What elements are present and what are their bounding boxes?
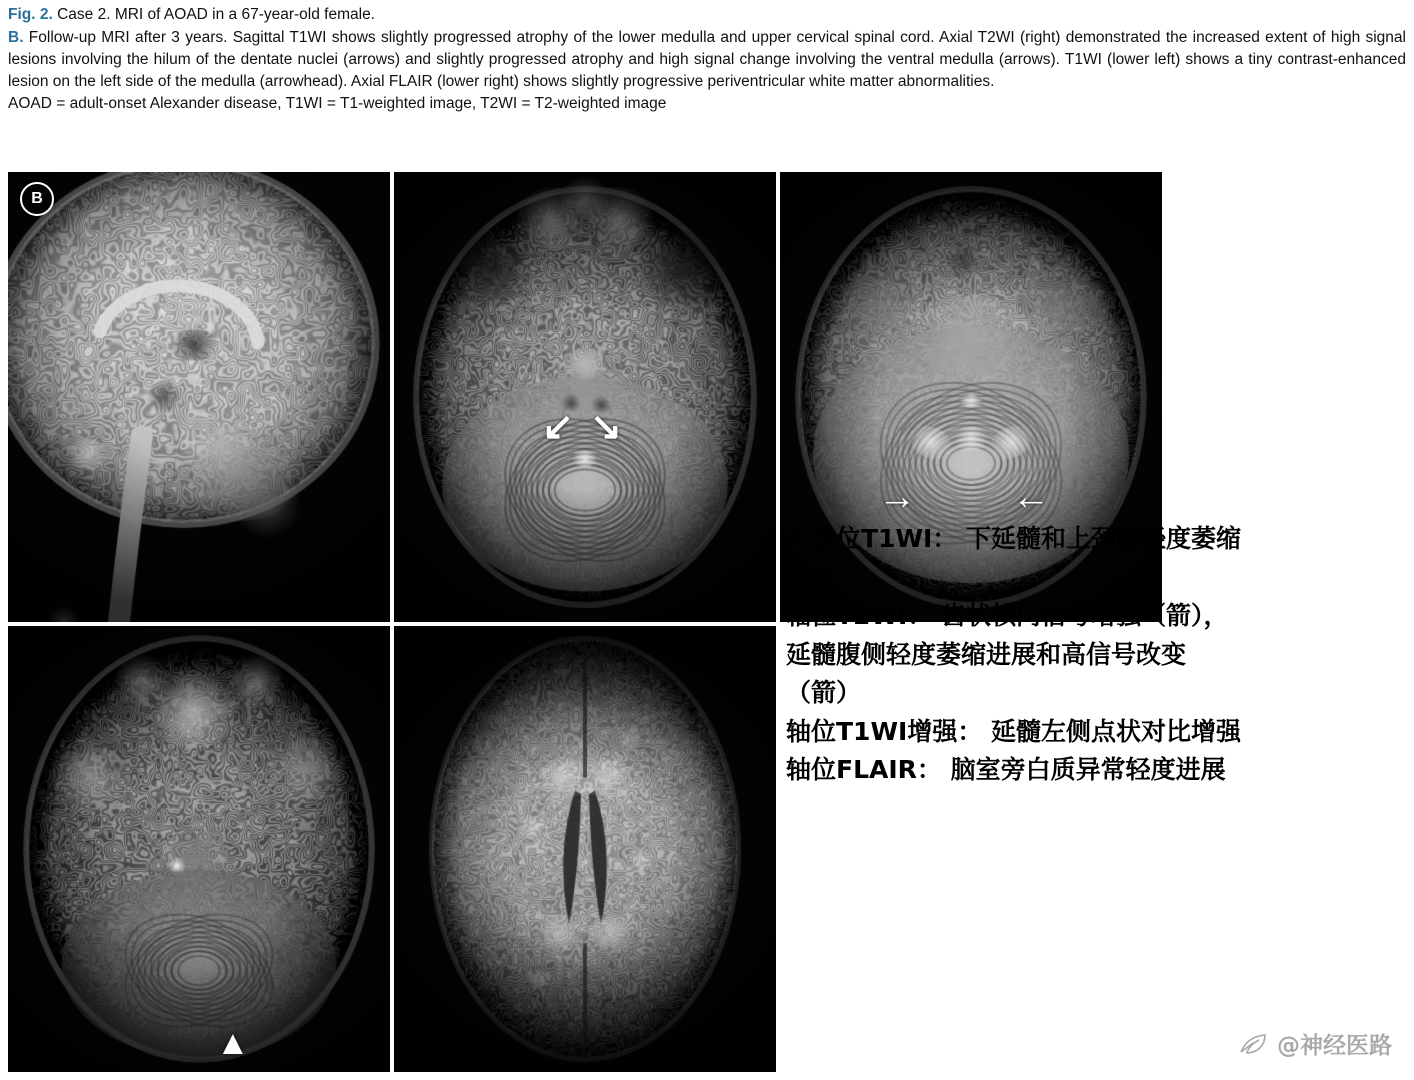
panel-axial-t2-upper	[394, 172, 776, 622]
mri-image-sagittal-t1	[8, 172, 390, 622]
annotation-line-6: 轴位FLAIR： 脑室旁白质异常轻度进展	[786, 755, 1226, 784]
watermark-text: @神经医路	[1277, 1033, 1392, 1059]
panel-axial-flair	[394, 626, 776, 1072]
caption-body-text: Follow-up MRI after 3 years. Sagittal T1WI shows slightly progressed atrophy of the lower medulla and upper cervical spinal cord. Axial T2WI (right) demonstrated the increased extent of high signal lesions involving the hilum of the dentate nuclei (arrows) and slightly progressed atrophy and high signal change involving the ventral medulla (arrows). T1WI (lower left) shows a tiny contrast-enhanced lesion on the left side of the medulla (arrowhead). Axial FLAIR (lower right) shows slightly progressive periventricular white matter abnormalities.	[8, 29, 1406, 90]
caption-body	[8, 27, 1406, 93]
annotation-line-3: 延髓腹侧轻度萎缩进展和高信号改变	[786, 639, 1187, 669]
annotation-line-2: 轴位T2WI： 齿状核门信号增强（箭），	[786, 601, 1229, 630]
figure-title: Case 2. MRI of AOAD in a 67-year-old female.	[52, 6, 375, 23]
annotation-line-1: 进展	[786, 562, 837, 592]
arrow-marker-dentate-hilum-left: →	[878, 476, 916, 518]
caption-title-line	[8, 4, 1406, 26]
caption-abbreviations: AOAD = adult-onset Alexander disease, T1WI = T1-weighted image, T2WI = T2-weighted image	[8, 95, 667, 112]
arrowhead-marker-enhancing-lesion: ▲	[216, 1024, 250, 1062]
figure-number: Fig. 2.	[8, 6, 53, 23]
mri-image-axial-t1-contrast	[8, 626, 390, 1072]
annotation-line-5: 轴位T1WI增强： 延髓左侧点状对比增强	[786, 716, 1242, 746]
watermark	[1239, 1027, 1392, 1060]
leaf-icon	[1239, 1032, 1269, 1056]
caption-panel-lead: B.	[8, 29, 24, 46]
mri-image-axial-flair	[394, 626, 776, 1072]
arrow-marker-ventral-medulla-left: ↙	[542, 406, 574, 448]
annotation-line-4: （箭）	[786, 678, 862, 707]
panel-letter-badge: B	[20, 182, 54, 216]
panel-sagittal-t1	[8, 172, 390, 622]
chinese-annotation-block	[786, 520, 1400, 790]
arrow-marker-ventral-medulla-right: ↘	[590, 406, 622, 448]
arrow-marker-dentate-hilum-right: ←	[1012, 476, 1050, 518]
figure-caption	[8, 4, 1406, 115]
annotation-line-0: 矢状位T1WI： 下延髓和上颈髓轻度萎缩	[786, 524, 1242, 553]
panel-axial-t1-contrast	[8, 626, 390, 1072]
mri-image-axial-t2-upper	[394, 172, 776, 622]
